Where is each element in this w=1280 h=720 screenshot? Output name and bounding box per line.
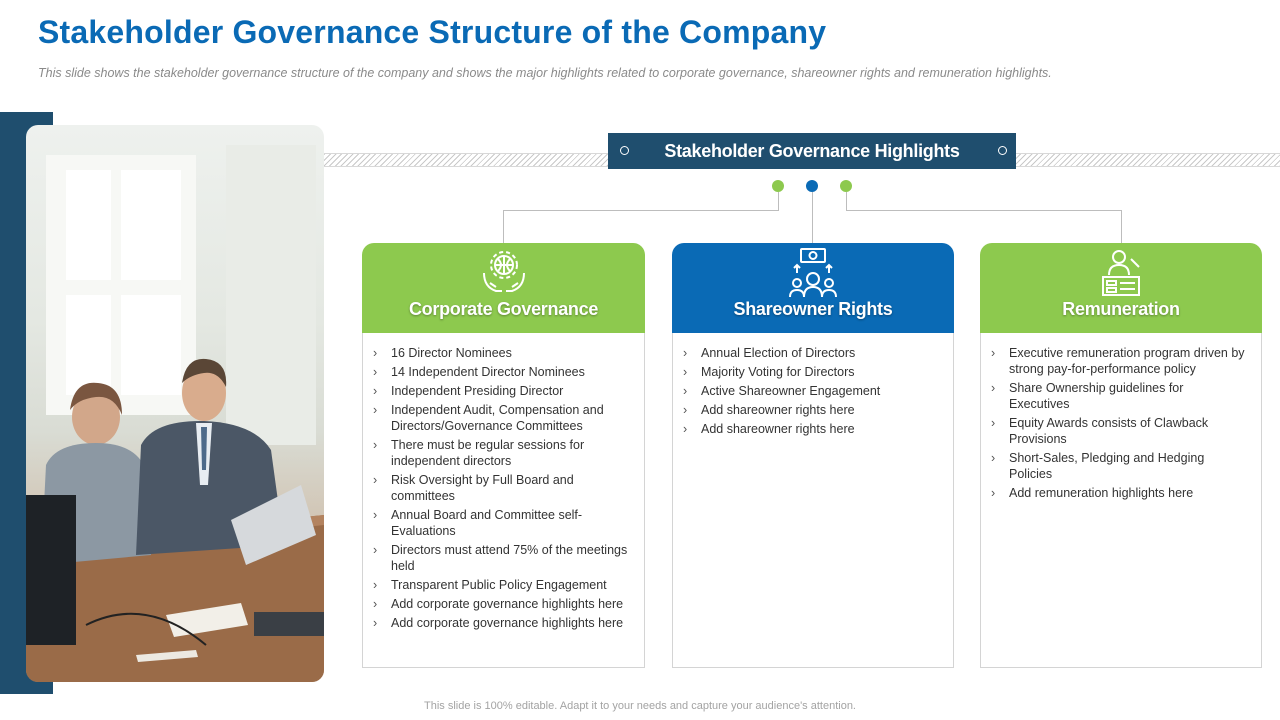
list-item: › Add remuneration highlights here [991,485,1245,501]
card-remuneration-header [980,243,1262,333]
card-shareowner-rights-body [672,333,954,668]
card-title: Shareowner Rights [733,299,893,319]
highlight-list [673,333,953,437]
banner-label: Stakeholder Governance Highlights [664,140,960,161]
list-item: › Independent Presiding Director [373,383,628,399]
connector-dot-green [840,180,852,192]
ring-icon [620,146,629,155]
connector-line [503,210,504,243]
footer-note: This slide is 100% editable. Adapt it to your needs and capture your audience's attention. [424,700,856,712]
list-item: › Majority Voting for Directors [683,364,937,380]
connector-line [503,210,779,211]
list-item: › Equity Awards consists of Clawback Provisions [991,415,1245,447]
shareholders-money-icon [787,247,839,304]
connector-line [846,192,847,210]
list-item: › Annual Election of Directors [683,345,937,361]
list-item: › There must be regular sessions for independent directors [373,437,628,469]
list-item: › Annual Board and Committee self-Evaluations [373,507,628,539]
connector-line [812,192,813,243]
connector-line [846,210,1121,211]
connector-line [1121,210,1122,243]
card-title: Corporate Governance [408,299,599,319]
page-title: Stakeholder Governance Structure of the Company [38,14,827,50]
list-item: › Independent Audit, Compensation and Directors/Governance Committees [373,402,628,434]
connector-dot-green [772,180,784,192]
list-item: › 14 Independent Director Nominees [373,364,628,380]
list-item: › Add corporate governance highlights here [373,615,628,631]
list-item: › Executive remuneration program driven by strong pay-for-performance policy [991,345,1245,377]
card-corporate-governance-body [362,333,645,668]
highlight-list [363,333,644,631]
list-item: › Add shareowner rights here [683,402,937,418]
highlights-banner [608,133,1016,169]
list-item: › Add corporate governance highlights here [373,596,628,612]
list-item: › 16 Director Nominees [373,345,628,361]
page-subtitle: This slide shows the stakeholder governance structure of the company and shows the major highlights related to corporate governance, shareowner rights and remuneration highlights. [38,66,1052,80]
card-shareowner-rights-header [672,243,954,333]
globe-gear-hands-icon [478,247,530,304]
list-item: › Transparent Public Policy Engagement [373,577,628,593]
card-title: Remuneration [1062,299,1180,319]
list-item: › Directors must attend 75% of the meetings held [373,542,628,574]
card-remuneration-body [980,333,1262,668]
list-item: › Share Ownership guidelines for Executives [991,380,1245,412]
ring-icon [998,146,1007,155]
connector-line [778,192,779,210]
connector-dot-blue [806,180,818,192]
highlight-list [981,333,1261,501]
list-item: › Add shareowner rights here [683,421,937,437]
list-item: › Risk Oversight by Full Board and committees [373,472,628,504]
list-item: › Active Shareowner Engagement [683,383,937,399]
list-item: › Short-Sales, Pledging and Hedging Policies [991,450,1245,482]
meeting-photo [26,125,324,682]
payroll-person-icon [1095,247,1147,304]
card-corporate-governance-header [362,243,645,333]
